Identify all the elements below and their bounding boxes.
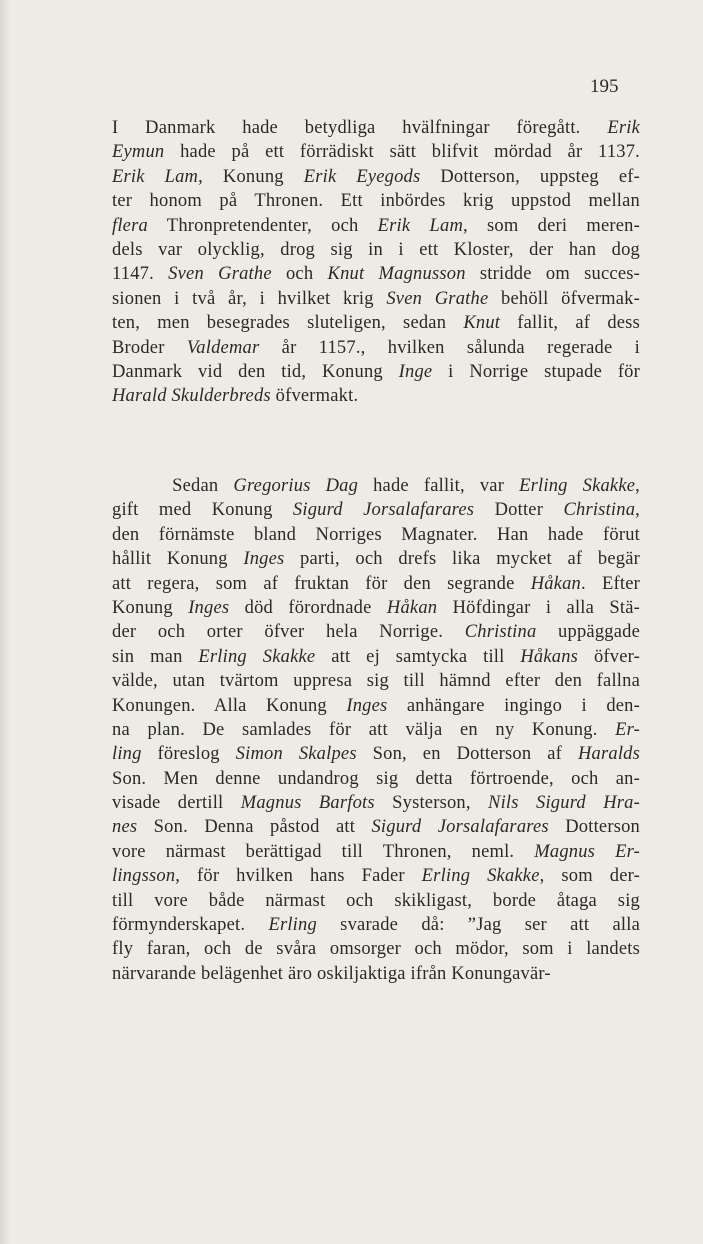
- text-segment: Danmark vid den tid, Konung: [112, 361, 399, 382]
- text-segment: Konungen. Alla Konung: [112, 695, 347, 716]
- text-segment: Dotterson: [548, 817, 640, 838]
- text-line: [112, 962, 640, 986]
- text-line: [112, 864, 640, 888]
- text-line: [112, 669, 640, 693]
- text-line: [112, 572, 640, 596]
- text-segment: . Efter: [581, 573, 641, 594]
- page-number: 195: [590, 76, 619, 97]
- text-line: [112, 523, 640, 547]
- italic-name: Eymun: [112, 142, 165, 163]
- text-segment: Sedan: [112, 476, 234, 496]
- italic-name: Inges: [188, 597, 230, 618]
- text-line: [112, 620, 640, 644]
- text-line: [112, 360, 640, 384]
- text-segment: , Konung: [198, 166, 304, 187]
- text-segment: visade dertill: [112, 793, 241, 814]
- italic-name: Simon Skalpes: [235, 744, 357, 765]
- text-segment: , som deri meren-: [463, 215, 640, 236]
- italic-name: Erling Skakke: [421, 866, 540, 887]
- text-segment: och: [271, 264, 328, 285]
- text-segment: närvarande belägenhet äro oskiljaktiga ifrån Konungavär-: [112, 963, 551, 984]
- text-line: [112, 937, 640, 961]
- text-line: [112, 238, 640, 262]
- text-segment: sionen i två år, i hvilket krig: [112, 288, 387, 309]
- text-line: [112, 336, 640, 360]
- text-line: [112, 214, 640, 238]
- text-line: [112, 694, 640, 718]
- italic-name: Christina: [563, 500, 636, 521]
- text-segment: fly faran, och de svåra omsorger och mödor, som i landets: [112, 939, 640, 960]
- italic-name: Gregorius Dag: [233, 476, 359, 496]
- text-segment: der och orter öfver hela Norrige.: [112, 622, 465, 643]
- italic-name: Sven Grathe: [168, 264, 272, 285]
- text-line: [112, 742, 640, 766]
- text-segment: behöll öfvermak-: [488, 288, 640, 309]
- text-segment: hade på ett förrädiskt sätt blifvit mördad år 1137.: [164, 142, 640, 163]
- text-segment: parti, och drefs lika mycket af begär: [284, 549, 640, 570]
- text-segment: , för hvilken hans Fader: [175, 866, 422, 887]
- text-segment: Thronpretendenter, och: [147, 215, 378, 236]
- italic-name: Erling Skakke: [519, 476, 636, 496]
- text-line: [112, 547, 640, 571]
- text-line: [112, 889, 640, 913]
- italic-name: Erik Lam: [377, 215, 463, 236]
- italic-name: Knut: [463, 313, 501, 334]
- text-segment: ter honom på Thronen. Ett inbördes krig uppstod mellan: [112, 191, 640, 212]
- text-segment: Son. Men denne undandrog sig detta förtroende, och an-: [112, 768, 640, 789]
- italic-name: Harald Skulderbreds: [112, 386, 271, 407]
- text-line: [112, 718, 640, 742]
- text-segment: Son. Denna påstod att: [137, 817, 372, 838]
- text-segment: dels var olycklig, drog sig in i ett Kloster, der han dog: [112, 239, 640, 260]
- italic-name: Erling: [268, 915, 317, 936]
- text-segment: öfvermakt.: [270, 386, 359, 407]
- text-segment: att regera, som af fruktan för den segrande: [112, 573, 531, 594]
- text-line: [112, 767, 640, 791]
- italic-name: Christina: [464, 622, 537, 643]
- italic-name: Inges: [243, 549, 285, 570]
- text-line: [112, 840, 640, 864]
- text-segment: stridde om succes-: [465, 264, 640, 285]
- text-segment: uppäggade: [536, 622, 640, 643]
- text-segment: ten, men besegrades sluteligen, sedan: [112, 313, 464, 334]
- italic-name: Magnus Er-: [534, 841, 640, 862]
- text-segment: hade fallit, var: [358, 476, 520, 496]
- text-segment: välde, utan tvärtom uppresa sig till hämnd efter den fallna: [112, 671, 640, 692]
- text-line: [112, 287, 640, 311]
- text-segment: till vore både närmast och skikligast, borde åtaga sig: [112, 890, 640, 911]
- text-segment: I Danmark hade betydliga hvälfningar föregått.: [112, 118, 608, 138]
- text-line: [112, 913, 640, 937]
- text-segment: ,: [635, 476, 640, 496]
- italic-name: Sigurd Jorsalafarares: [292, 500, 475, 521]
- text-segment: , som der-: [539, 866, 640, 887]
- text-segment: sin man: [112, 646, 199, 667]
- text-segment: i Norrige stupade för: [432, 361, 640, 382]
- text-segment: Konung: [112, 597, 189, 618]
- text-segment: hållit Konung: [112, 549, 244, 570]
- italic-name: Sven Grathe: [386, 288, 489, 309]
- italic-name: Nils Sigurd Hra-: [488, 793, 640, 814]
- text-line: [112, 189, 640, 213]
- page-edge-shadow: [0, 0, 10, 1244]
- text-segment: anhängare ingingo i den-: [387, 695, 640, 716]
- text-segment: Höfdingar i alla Stä-: [437, 597, 641, 618]
- text-line: [112, 165, 640, 189]
- text-segment: 1147.: [112, 264, 169, 285]
- text-segment: gift med Konung: [112, 500, 293, 521]
- text-line: [112, 384, 640, 408]
- text-line: [112, 140, 640, 164]
- text-line: [112, 262, 640, 286]
- text-segment: att ej samtycka till: [315, 646, 521, 667]
- text-line: [112, 815, 640, 839]
- text-segment: Broder: [112, 337, 187, 358]
- italic-name: Håkans: [520, 646, 579, 667]
- text-line: [112, 596, 640, 620]
- italic-name: Inge: [398, 361, 433, 382]
- text-line: [112, 311, 640, 335]
- italic-name: Erik Lam: [112, 166, 199, 187]
- italic-name: Håkan: [386, 597, 438, 618]
- text-line: [112, 498, 640, 522]
- italic-name: ling: [112, 744, 142, 765]
- text-segment: fallit, af dess: [500, 313, 640, 334]
- italic-name: Erling Skakke: [198, 646, 316, 667]
- italic-name: Erik Eyegods: [303, 166, 421, 187]
- text-segment: förmynderskapet.: [112, 915, 269, 936]
- text-segment: vore närmast berättigad till Thronen, neml.: [112, 841, 535, 862]
- italic-name: Magnus Barfots: [240, 793, 375, 814]
- text-line: [112, 474, 640, 498]
- text-segment: Systerson,: [374, 793, 489, 814]
- italic-name: Erik: [607, 118, 640, 138]
- italic-name: nes: [112, 817, 138, 838]
- text-line: [112, 645, 640, 669]
- text-segment: na plan. De samlades för att välja en ny Konung.: [112, 719, 616, 740]
- text-segment: Dotterson, uppsteg ef-: [420, 166, 640, 187]
- italic-name: lingsson: [112, 866, 176, 887]
- italic-name: flera: [112, 215, 148, 236]
- text-segment: öfver-: [578, 646, 640, 667]
- text-segment: svarade då: ”Jag ser att alla: [316, 915, 641, 936]
- italic-name: Inges: [346, 695, 388, 716]
- text-segment: den förnämste bland Norriges Magnater. Han hade förut: [112, 524, 640, 545]
- italic-name: Knut Magnusson: [327, 264, 466, 285]
- paragraph-1: [112, 116, 640, 409]
- italic-name: Er-: [615, 719, 640, 740]
- italic-name: Haralds: [577, 744, 641, 765]
- italic-name: Valdemar: [186, 337, 260, 358]
- text-segment: ,: [635, 500, 640, 521]
- text-segment: Dotter: [474, 500, 564, 521]
- text-segment: år 1157., hvilken sålunda regerade i: [259, 337, 640, 358]
- text-line: [112, 116, 640, 140]
- italic-name: Sigurd Jorsalafarares: [371, 817, 549, 838]
- paragraph-2: [112, 474, 640, 986]
- text-segment: död förordnade: [229, 597, 387, 618]
- text-segment: Son, en Dotterson af: [356, 744, 578, 765]
- italic-name: Håkan: [530, 573, 582, 594]
- text-segment: föreslog: [141, 744, 236, 765]
- text-line: [112, 791, 640, 815]
